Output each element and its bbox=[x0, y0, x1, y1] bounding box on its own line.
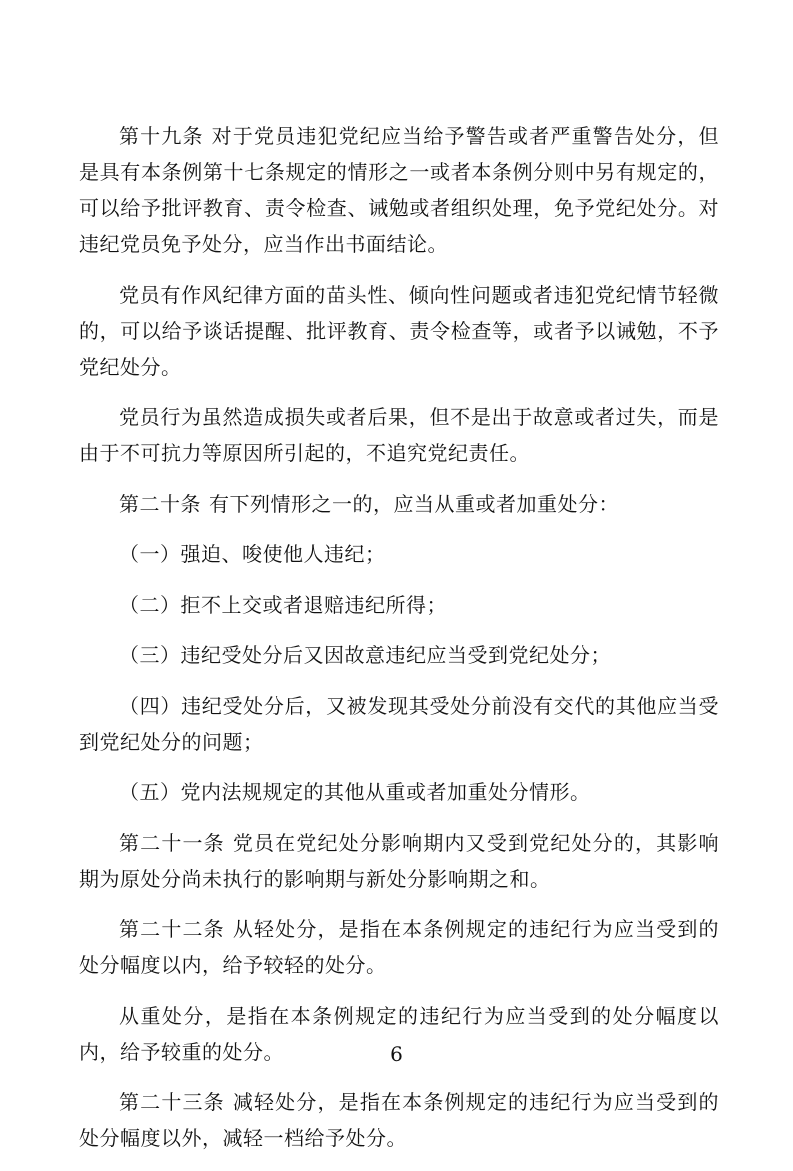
list-item-2 bbox=[79, 587, 719, 623]
paragraph-text: （二）拒不上交或者退赔违纪所得； bbox=[119, 592, 447, 617]
paragraph-text: 党员在党纪处分影响期内又受到党纪处分的，其影响期为原处分尚未执行的影响期与新处分影响期之和。 bbox=[79, 830, 720, 891]
article-number: 第十九条 bbox=[119, 124, 204, 148]
paragraph-article-20 bbox=[79, 486, 719, 522]
article-number: 第二十二条 bbox=[119, 917, 225, 941]
page-number: 6 bbox=[390, 1042, 403, 1066]
paragraph-text: 对于党员违犯党纪应当给予警告或者严重警告处分，但是具有本条例第十七条规定的情形之一或者本条例分则中另有规定的，可以给予批评教育、责令检查、诫勉或者组织处理，免予党纪处分。对违纪党员免予处分，应当作出书面结论。 bbox=[79, 124, 720, 256]
paragraph-article-19-2 bbox=[79, 277, 719, 385]
paragraph-text: 减轻处分，是指在本条例规定的违纪行为应当受到的处分幅度以外，减轻一档给予处分。 bbox=[79, 1090, 720, 1150]
list-item-3 bbox=[79, 637, 719, 673]
paragraph-text: 从重处分，是指在本条例规定的违纪行为应当受到的处分幅度以内，给予较重的处分。 bbox=[79, 1003, 719, 1064]
article-number: 第二十三条 bbox=[119, 1090, 225, 1114]
paragraph-article-19-3 bbox=[79, 399, 719, 471]
document-page bbox=[79, 118, 719, 1171]
paragraph-article-19 bbox=[79, 118, 719, 262]
paragraph-article-22 bbox=[79, 911, 719, 983]
paragraph-text: 从轻处分，是指在本条例规定的违纪行为应当受到的处分幅度以内，给予较轻的处分。 bbox=[79, 917, 720, 977]
paragraph-text: 党员有作风纪律方面的苗头性、倾向性问题或者违犯党纪情节轻微的，可以给予谈话提醒、批评教育、责令检查等，或者予以诫勉，不予党纪处分。 bbox=[79, 282, 719, 379]
list-item-1 bbox=[79, 536, 719, 572]
list-item-4 bbox=[79, 688, 719, 760]
list-item-5 bbox=[79, 774, 719, 810]
paragraph-text: （四）违纪受处分后，又被发现其受处分前没有交代的其他应当受到党纪处分的问题； bbox=[79, 693, 719, 754]
paragraph-text: 党员行为虽然造成损失或者后果，但不是出于故意或者过失，而是由于不可抗力等原因所引起的，不追究党纪责任。 bbox=[79, 405, 719, 465]
article-number: 第二十条 bbox=[119, 491, 201, 516]
paragraph-text: （三）违纪受处分后又因故意违纪应当受到党纪处分； bbox=[119, 643, 611, 667]
paragraph-article-21 bbox=[79, 825, 719, 897]
paragraph-text: （一）强迫、唆使他人违纪； bbox=[119, 542, 386, 566]
paragraph-article-23 bbox=[79, 1084, 719, 1156]
paragraph-text: 有下列情形之一的，应当从重或者加重处分： bbox=[209, 491, 619, 516]
paragraph-text: （五）党内法规规定的其他从重或者加重处分情形。 bbox=[119, 780, 591, 804]
article-number: 第二十一条 bbox=[119, 830, 225, 855]
